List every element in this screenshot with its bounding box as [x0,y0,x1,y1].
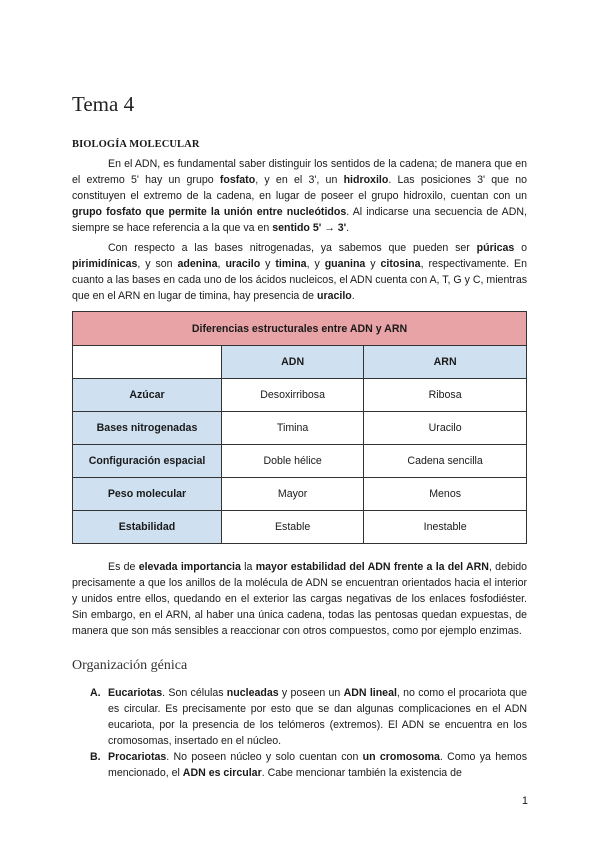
page-title: Tema 4 [72,92,135,116]
bold-run: sentido 5' → 3' [272,222,347,234]
text-run: y [260,258,276,270]
list-item-procariotas [72,749,527,781]
row-label: Configuración espacial [73,445,222,478]
bold-run: hidroxilo [343,174,389,186]
cell-arn: Ribosa [364,379,527,412]
cell-arn: Inestable [364,511,527,544]
table-row [73,478,527,511]
list-item-eucariotas [72,685,527,749]
subheading-gene-organization: Organización génica [72,658,188,673]
text-run: , y en el 3', un [255,174,344,186]
table-row [73,511,527,544]
bold-run: grupo fosfato que permite la unión entre nucleótidos [72,206,347,218]
row-label: Peso molecular [73,478,222,511]
cell-adn: Timina [222,412,364,445]
list-marker: B. [90,751,101,763]
text-run: la [240,561,256,573]
text-run: y [365,258,381,270]
row-label: Azúcar [73,379,222,412]
table-row [73,445,527,478]
text-run: , y [306,258,325,270]
bold-run: nucleadas [226,687,279,699]
cell-adn: Desoxirribosa [222,379,364,412]
text-run: . Como ya hemos mencionado, el [108,751,527,779]
bold-run: mayor estabilidad del ADN frente a la del ARN [255,561,489,573]
text-run: , no como el procariota que es circular. Es precisamente por esto que se dan algunas complicaciones en el ADN eucariota, por la presencia de los telómeros (extremos). El ADN se encuentra en los cromosomas, insertado en el núcleo. [108,687,527,747]
table-row [73,379,527,412]
text-run: . Al indicarse una secuencia de ADN, siempre se hace referencia a la que va en [72,206,527,234]
bold-run: elevada importancia [138,561,241,573]
row-label: Estabilidad [73,511,222,544]
bold-run: fosfato [219,174,256,186]
text-run: . Cabe mencionar también la existencia de [261,767,462,779]
cell-arn: Uracilo [364,412,527,445]
bold-run: uracilo [225,258,261,270]
bold-run: uracilo [317,290,352,302]
paragraph-dna-direction [72,156,527,236]
column-header-arn: ARN [364,346,527,379]
comparison-table [72,311,527,544]
table-title-row [73,312,527,346]
bold-run: guanina [324,258,366,270]
table-title: Diferencias estructurales entre ADN y ARN [73,312,527,346]
text-run: Con respecto a las bases nitrogenadas, ya sabemos que pueden ser [108,242,477,254]
organism-list [72,685,527,781]
cell-adn: Doble hélice [222,445,364,478]
text-run: , y son [137,258,178,270]
text-run: o [514,242,527,254]
cell-arn: Menos [364,478,527,511]
text-run: . Son células [162,687,227,699]
cell-adn: Estable [222,511,364,544]
text-run: . [351,290,355,302]
bold-run: ADN lineal [343,687,397,699]
text-run: . No poseen núcleo y solo cuentan con [166,751,363,763]
bold-run: adenina [177,258,218,270]
table-header-row [73,346,527,379]
paragraph-nitrogen-bases [72,240,527,304]
table-row [73,412,527,445]
paragraph-stability [72,559,527,639]
bold-run: pirimidínicas [72,258,138,270]
bold-run: Eucariotas [108,687,163,699]
text-run: En el ADN, es fundamental saber distinguir los sentidos de la cadena; de manera que en el extremo 5' hay un grupo [72,158,527,186]
section-heading: BIOLOGÍA MOLECULAR [72,139,200,150]
bold-run: timina [275,258,307,270]
bold-run: citosina [380,258,421,270]
cell-adn: Mayor [222,478,364,511]
list-marker: A. [90,687,101,699]
bold-run: un cromosoma [362,751,440,763]
text-run: , respectivamente. En cuanto a las bases en cada uno de los ácidos nucleicos, el ADN cuenta con A, T, G y C, mientras que en el ARN en lugar de timina, hay presencia de [72,258,528,302]
cell-arn: Cadena sencilla [364,445,527,478]
bold-run: ADN es circular [182,767,262,779]
text-run: . [346,222,350,234]
text-run: , debido precisamente a que los anillos de la molécula de ADN se encuentran orientados hacia el interior y unidos entre ellos, quedando en el exterior las cargas negativas de los enlaces fosfodiéster. Sin embargo, en el ARN, al haber una única cadena, todas las pentosas quedan expuestas, de manera que son más sensibles a reaccionar con otros compuestos, como por ejemplo enzimas. [72,561,527,637]
bold-run: púricas [476,242,515,254]
bold-run: Procariotas [108,751,167,763]
table-corner-cell [73,346,222,379]
page-number: 1 [521,795,528,807]
column-header-adn: ADN [222,346,364,379]
text-run: y poseen un [278,687,344,699]
row-label: Bases nitrogenadas [73,412,222,445]
text-run: . Las posiciones 3' que no constituyen el extremo de la cadena, en lugar de poseer el grupo hidroxilo, cuentan con un [72,174,527,202]
text-run: , [217,258,226,270]
text-run: Es de [108,561,139,573]
